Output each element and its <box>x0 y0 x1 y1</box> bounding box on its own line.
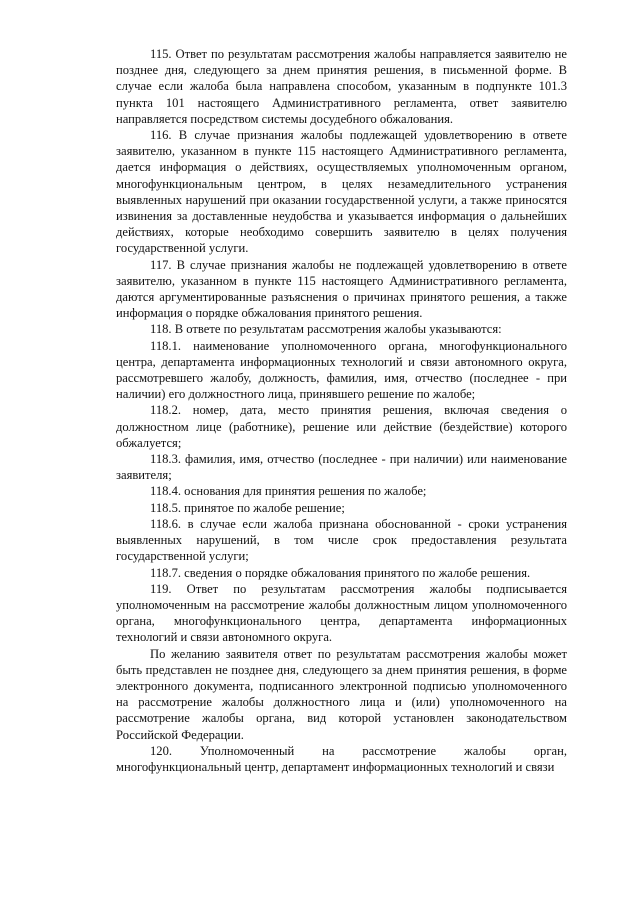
document-page <box>116 46 567 775</box>
paragraph-118-2: 118.2. номер, дата, место принятия решения, включая сведения о должностном лице (работнике), решение или действие (бездействие) которого обжалуется; <box>116 403 567 450</box>
paragraph-118: 118. В ответе по результатам рассмотрения жалобы указываются: <box>150 322 502 337</box>
paragraph-118-4: 118.4. основания для принятия решения по жалобе; <box>150 484 427 499</box>
paragraph-116: 116. В случае признания жалобы подлежащей удовлетворению в ответе заявителю, указанном в пункте 115 настоящего Административного регламента, дается информация о действиях, осуществляемых уполномоченным органом, многофункциональным центром, в целях незамедлительного устранения выявленных нарушений при оказании государственной услуги, а также приносятся извинения за доставленные неудобства и указывается информация о дальнейших действиях, которые необходимо совершить заявителю в целях получения государственной услуги. <box>116 128 567 256</box>
paragraph-118-3: 118.3. фамилия, имя, отчество (последнее - при наличии) или наименование заявителя; <box>116 452 567 483</box>
paragraph-118-5: 118.5. принятое по жалобе решение; <box>150 500 345 515</box>
paragraph-115: 115. Ответ по результатам рассмотрения жалобы направляется заявителю не позднее дня, следующего за днем принятия решения, в письменной форме. В случае если жалоба была направлена способом, указанным в подпункте 101.3 пункта 101 настоящего Административного регламента, ответ заявителю направляется посредством системы досудебного обжалования. <box>116 47 567 126</box>
paragraph-118-1: 118.1. наименование уполномоченного органа, многофункционального центра, департамента информационных технологий и связи автономного округа, рассмотревшего жалобу, должность, фамилия, имя, отчество (последнее - при наличии) его должностного лица, принявшего решение по жалобе; <box>116 338 567 402</box>
paragraph-119-electronic: По желанию заявителя ответ по результатам рассмотрения жалобы может быть представлен не позднее дня, следующего за днем принятия решения, в форме электронного документа, подписанного электронной подписью уполномоченного на рассмотрение жалобы должностного лица и (или) уполномоченного на рассмотрение жалобы органа, вид которой установлен законодательством Российской Федерации. <box>116 646 567 742</box>
paragraph-120: 120. Уполномоченный на рассмотрение жалобы орган, многофункциональный центр, департамент информационных технологий и связи <box>116 743 567 774</box>
paragraph-118-7: 118.7. сведения о порядке обжалования принятого по жалобе решения. <box>150 565 531 580</box>
paragraph-117: 117. В случае признания жалобы не подлежащей удовлетворению в ответе заявителю, указанном в пункте 115 настоящего Административного регламента, даются аргументированные разъяснения о причинах принятого решения, а также информация о порядке обжалования принятого решения. <box>116 257 567 321</box>
paragraph-118-6: 118.6. в случае если жалоба признана обоснованной - сроки устранения выявленных нарушений, в том числе срок предоставления результата государственной услуги; <box>116 516 567 564</box>
paragraph-119: 119. Ответ по результатам рассмотрения жалобы подписывается уполномоченным на рассмотрение жалобы должностным лицом уполномоченного органа, многофункционального центра, департамента информационных технологий и связи автономного округа. <box>116 581 567 645</box>
